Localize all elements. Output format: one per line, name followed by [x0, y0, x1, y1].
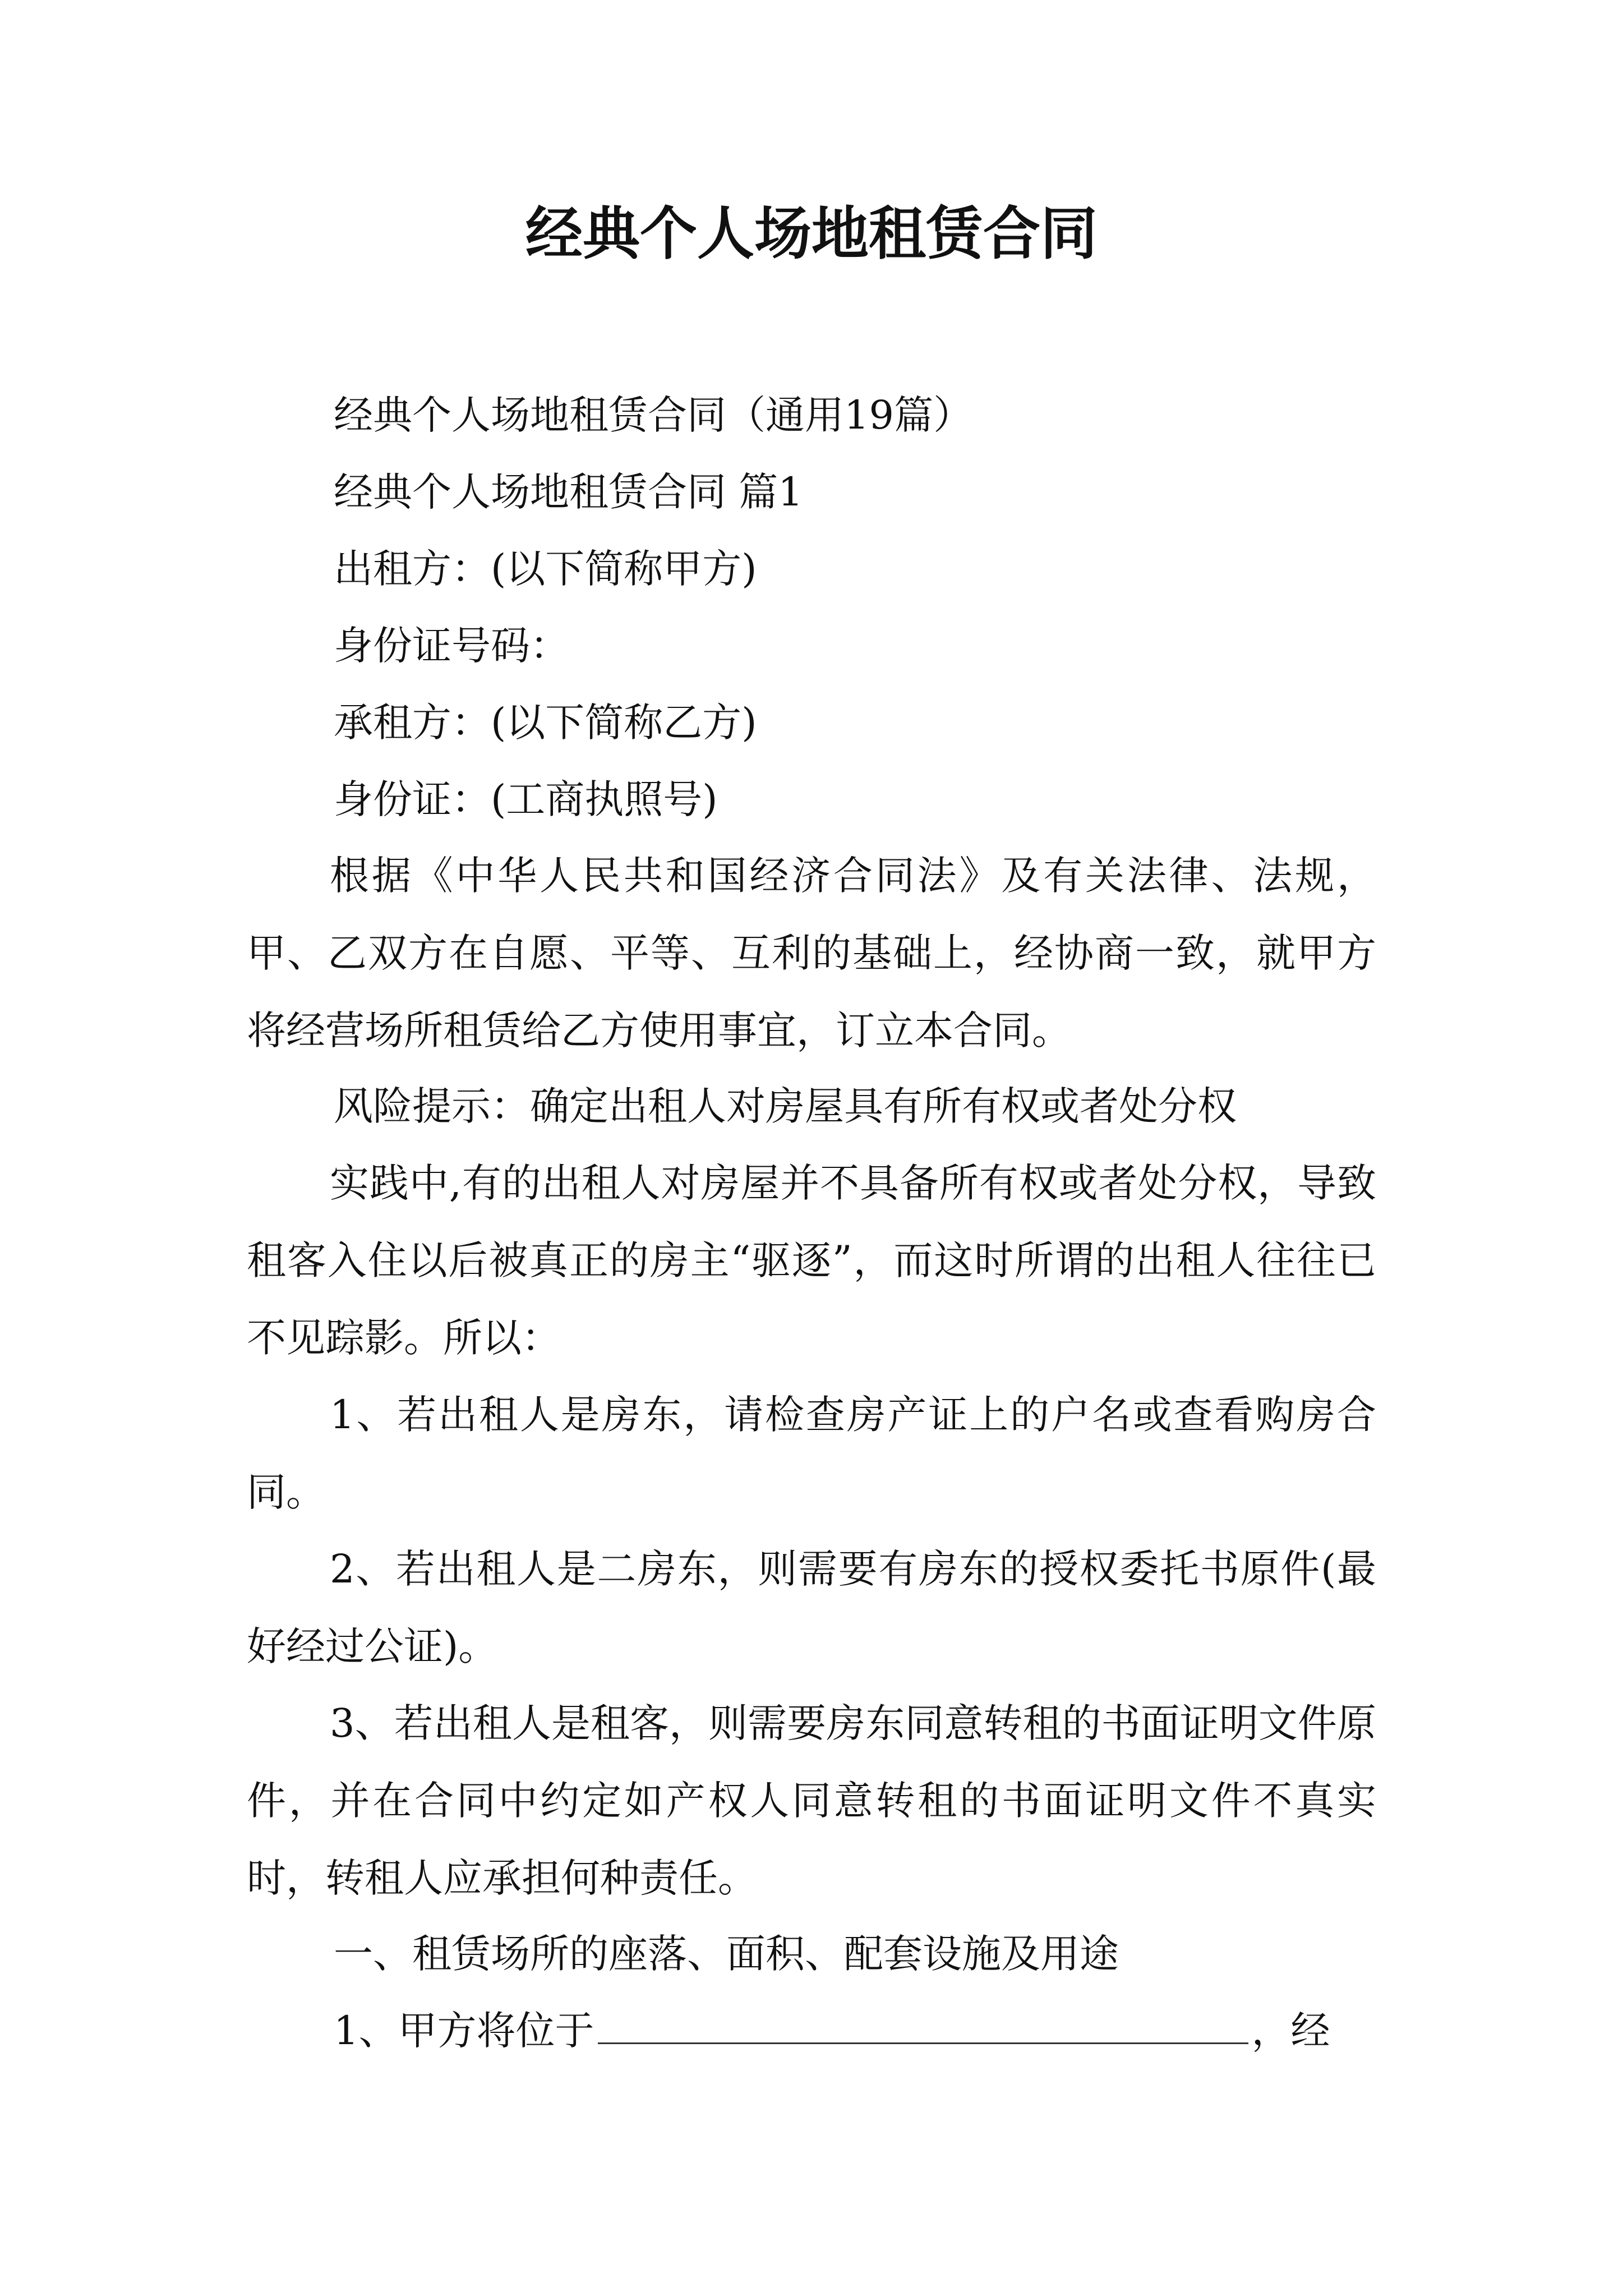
clause-1-1-prefix: 1、甲方将位于 — [334, 2008, 594, 2054]
lessor-line: 出租方：(以下简称甲方) — [334, 546, 757, 592]
intro-paragraph: 根据《中华人民共和国经济合同法》及有关法律、法规，甲、乙双方在自愿、平等、互利的基础上，经协商一致，就甲方将经营场所租赁给乙方使用事宜，订立本合同。 — [247, 853, 1376, 1053]
clause-1-1-suffix: ，经 — [1251, 2008, 1330, 2054]
risk-paragraph: 实践中,有的出租人对房屋并不具备所有权或者处分权，导致租客入住以后被真正的房主“驱逐”，而这时所谓的出租人往往已不见踪影。所以： — [247, 1160, 1376, 1361]
document-title: 经典个人场地租赁合同 — [525, 201, 1098, 268]
risk-heading: 风险提示：确定出租人对房屋具有所有权或者处分权 — [334, 1083, 1237, 1129]
subtitle: 经典个人场地租赁合同（通用19篇） — [334, 392, 973, 438]
clause-1-heading: 一、租赁场所的座落、面积、配套设施及用途 — [334, 1931, 1119, 1977]
clause-1-1 — [334, 2003, 1330, 2059]
list-item-3: 3、若出租人是租客，则需要房东同意转租的书面证明文件原件，并在合同中约定如产权人同意转租的书面证明文件不真实时，转租人应承担何种责任。 — [247, 1700, 1376, 1901]
list-item-1: 1、若出租人是房东，请检查房产证上的户名或查看购房合同。 — [247, 1392, 1376, 1515]
list-item-2: 2、若出租人是二房东，则需要有房东的授权委托书原件(最好经过公证)。 — [247, 1546, 1376, 1669]
lessor-id-line: 身份证号码： — [334, 623, 569, 669]
location-blank-line — [598, 2008, 1248, 2044]
lessee-id-line: 身份证：(工商执照号) — [334, 776, 718, 822]
lessee-line: 承租方：(以下简称乙方) — [334, 700, 757, 746]
section-heading: 经典个人场地租赁合同 篇1 — [334, 469, 803, 515]
